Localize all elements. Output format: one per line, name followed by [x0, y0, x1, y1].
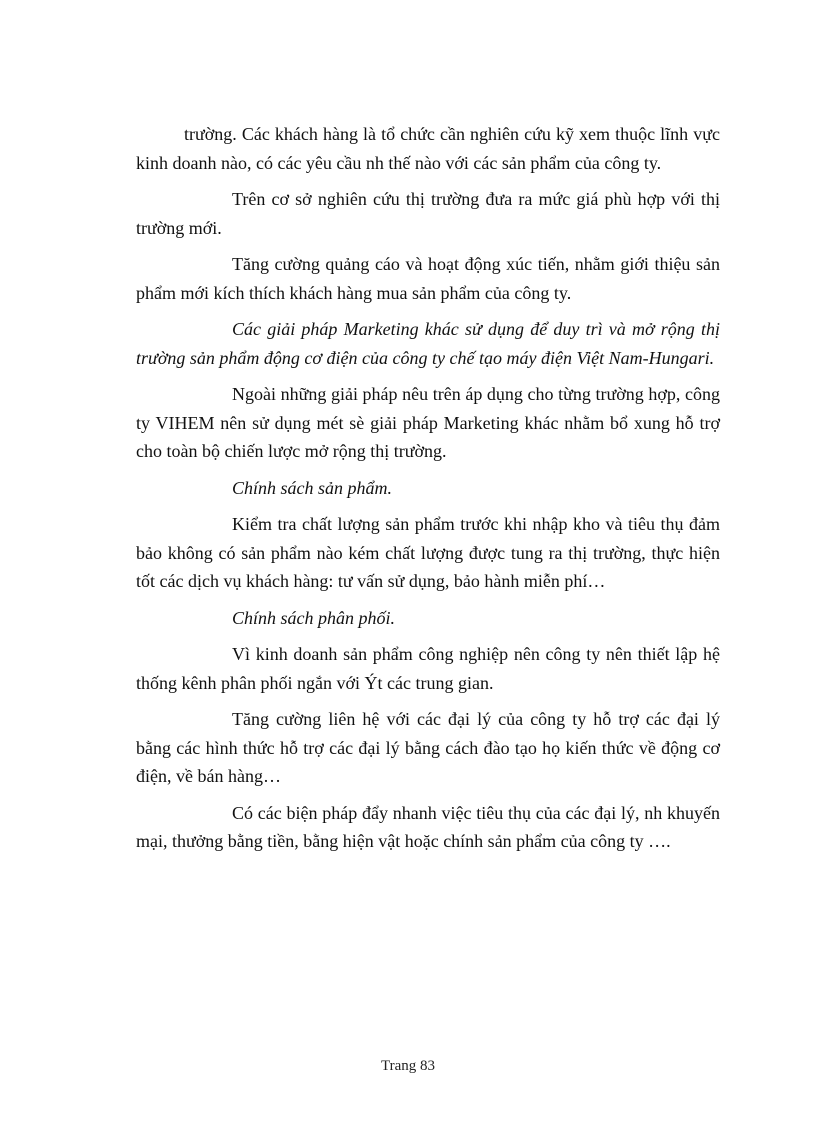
paragraph-advertising: Tăng cường quảng cáo và hoạt động xúc tiến, nhằm giới thiệu sản phẩm mới kích thích khách hàng mua sản phẩm của công ty.: [136, 254, 720, 303]
section-heading-marketing: Các giải pháp Marketing khác sử dụng để duy trì và mở rộng thị trường sản phẩm động cơ điện của công ty chế tạo máy điện Việt Nam-Hungari.: [136, 319, 720, 368]
paragraph-distribution-channel: Vì kinh doanh sản phẩm công nghiệp nên công ty nên thiết lập hệ thống kênh phân phối ngắn với Ýt các trung gian.: [136, 644, 720, 693]
paragraph-pricing: Trên cơ sở nghiên cứu thị trường đưa ra mức giá phù hợp với thị trường mới.: [136, 189, 720, 238]
subheading-distribution-policy: Chính sách phân phối.: [232, 607, 396, 628]
paragraph-vihem: Ngoài những giải pháp nêu trên áp dụng cho từng trường hợp, công ty VIHEM nên sử dụng mét sè giải pháp Marketing khác nhằm bổ xung hỗ trợ cho toàn bộ chiến lược mở rộng thị trường.: [136, 384, 720, 461]
subheading-product-policy: Chính sách sản phẩm.: [232, 477, 393, 498]
body-text: [136, 120, 720, 864]
paragraph-quality-control: Kiểm tra chất lượng sản phẩm trước khi nhập kho và tiêu thụ đảm bảo không có sản phẩm nào kém chất lượng được tung ra thị trường, thực hiện tốt các dịch vụ khách hàng: tư vấn sử dụng, bảo hành miễn phí…: [136, 514, 720, 591]
paragraph-agents-support: Tăng cường liên hệ với các đại lý của công ty hỗ trợ các đại lý bằng các hình thức hỗ trợ các đại lý bằng cách đào tạo họ kiến thức về động cơ điện, về bán hàng…: [136, 709, 720, 786]
paragraph-continuation: trường. Các khách hàng là tổ chức cần nghiên cứu kỹ xem thuộc lĩnh vực kinh doanh nào, có các yêu cầu nh thế nào với các sản phẩm của công ty.: [136, 124, 720, 173]
page-number: Trang 83: [380, 1058, 436, 1074]
paragraph-sales-promotion: Có các biện pháp đẩy nhanh việc tiêu thụ của các đại lý, nh khuyến mại, thưởng bằng tiền, bằng hiện vật hoặc chính sản phẩm của công ty ….: [136, 802, 720, 851]
